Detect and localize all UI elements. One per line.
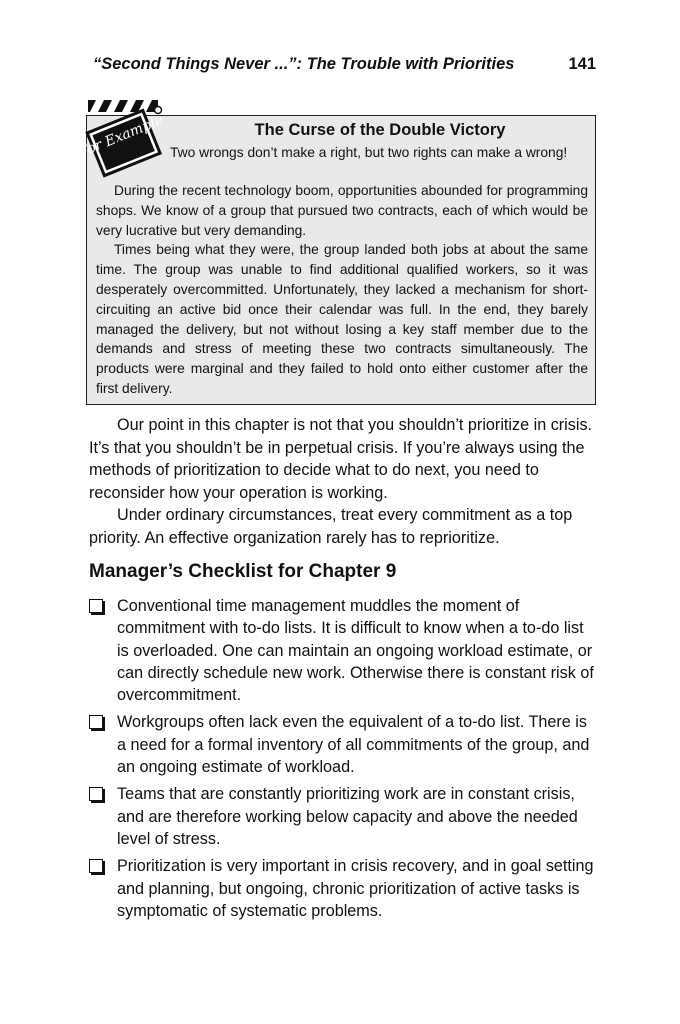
checkbox-icon (89, 599, 103, 613)
checklist-item-text: Workgroups often lack even the equivalent of a to-do list. There is a need for a formal inventory of all commitments of the group, and an ongoing estimate of workload. (117, 713, 590, 777)
body-paragraph: Our point in this chapter is not that you shouldn’t prioritize in crisis. It’s that you shouldn’t be in perpetual crisis. If you’re always using the methods of prioritization to decide what to do next, you need to reconsider how your operation is working. (89, 416, 593, 502)
sidebar-lead: Two wrongs don’t make a right, but two rights can make a wrong! (170, 145, 568, 160)
checklist-heading: Manager’s Checklist for Chapter 9 (89, 561, 397, 582)
checklist-item (89, 595, 597, 706)
body-paragraph: Under ordinary circumstances, treat every commitment as a top priority. An effective organization rarely has to reprioritize. (89, 506, 573, 547)
for-example-clapperboard-icon (84, 96, 166, 178)
for-example-label: For Example (84, 112, 166, 161)
running-head-title: “Second Things Never ...”: The Trouble with Priorities (93, 55, 515, 73)
checkbox-icon (89, 787, 103, 801)
checklist (89, 595, 597, 927)
checkbox-icon (89, 715, 103, 729)
sidebar-title: The Curse of the Double Victory (254, 121, 506, 139)
main-body (89, 414, 595, 549)
checklist-item (89, 855, 597, 922)
checklist-item (89, 711, 597, 778)
running-head (93, 55, 596, 77)
page-number: 141 (568, 55, 596, 73)
checklist-item-text: Prioritization is very important in crisis recovery, and in goal setting and planning, but ongoing, chronic prioritization of active tasks is symptomatic of systematic problems. (117, 857, 594, 920)
sidebar-body (96, 181, 588, 399)
sidebar-paragraph: During the recent technology boom, opportunities abounded for programming shops. We know of a group that pursued two contracts, each of which would be very lucrative but very demanding. (96, 183, 588, 238)
checklist-item-text: Teams that are constantly prioritizing work are in constant crisis, and are therefore working below capacity and above the needed level of stress. (117, 785, 578, 848)
checklist-item (89, 783, 597, 850)
checklist-item-text: Conventional time management muddles the moment of commitment with to-do lists. It is difficult to know when a to-do list is overloaded. One can maintain an ongoing workload estimate, or can directly schedule new work. Otherwise there is constant risk of overcommitment. (117, 597, 594, 705)
checkbox-icon (89, 859, 103, 873)
sidebar-paragraph: Times being what they were, the group landed both jobs at about the same time. The group was unable to find additional qualified workers, so it was desperately overcommitted. Unfortunately, they lacked a mechanism for short-circuiting an active bid once their calendar was full. In the end, they barely managed the delivery, but not without losing a key staff member due to the demands and stress of meeting these two contracts simultaneously. The products were marginal and they failed to hold onto either customer after the first delivery. (96, 242, 588, 396)
